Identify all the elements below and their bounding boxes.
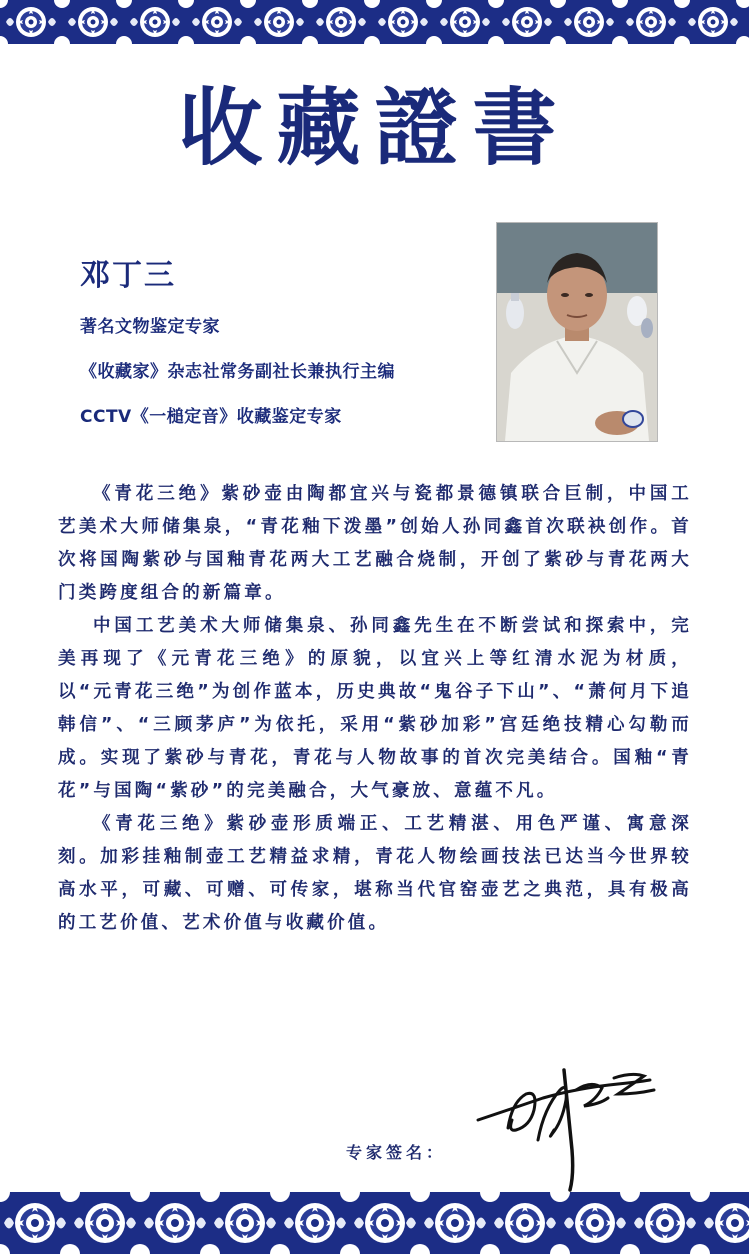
floral-pattern-icon [0, 0, 749, 44]
floral-pattern-icon [0, 1192, 749, 1254]
certificate-body [58, 478, 692, 940]
body-paragraph: 《青花三绝》紫砂壶形质端正、工艺精湛、用色严谨、寓意深刻。加彩挂釉制壶工艺精益求精，青花人物绘画技法已达当今世界较高水平，可藏、可赠、可传家，堪称当代官窑壶艺之典范，具有极高的工艺价值、艺术价值与收藏价值。 [58, 814, 692, 933]
expert-title-2: 《收藏家》杂志社常务副社长兼执行主编 [80, 362, 395, 382]
handwritten-signature [468, 1050, 658, 1195]
bottom-porcelain-border [0, 1192, 749, 1254]
expert-name: 邓丁三 [80, 258, 176, 293]
signature-label: 专家签名： [346, 1143, 447, 1162]
expert-photo [496, 222, 658, 442]
expert-info [80, 250, 500, 447]
body-paragraph: 《青花三绝》紫砂壶由陶都宜兴与瓷都景德镇联合巨制，中国工艺美术大师储集泉，“青花釉下泼墨”创始人孙同鑫首次联袂创作。首次将国陶紫砂与国釉青花两大工艺融合烧制，开创了紫砂与青花两大门类跨度组合的新篇章。 [58, 484, 692, 603]
body-paragraph: 中国工艺美术大师储集泉、孙同鑫先生在不断尝试和探索中，完美再现了《元青花三绝》的原貌，以宜兴上等红清水泥为材质，以“元青花三绝”为创作蓝本，历史典故“鬼谷子下山”、“萧何月下追韩信”、“三顾茅庐”为依托，采用“紫砂加彩”宫廷绝技精心勾勒而成。实现了紫砂与青花，青花与人物故事的首次完美结合。国釉“青花”与国陶“紫砂”的完美融合，大气豪放、意蕴不凡。 [58, 616, 692, 801]
expert-title-1: 著名文物鉴定专家 [80, 317, 220, 337]
expert-title-3: CCTV《一槌定音》收藏鉴定专家 [80, 407, 342, 427]
top-porcelain-border [0, 0, 749, 44]
certificate-title: 收藏證書 [178, 78, 571, 177]
portrait-image-icon [497, 223, 657, 441]
